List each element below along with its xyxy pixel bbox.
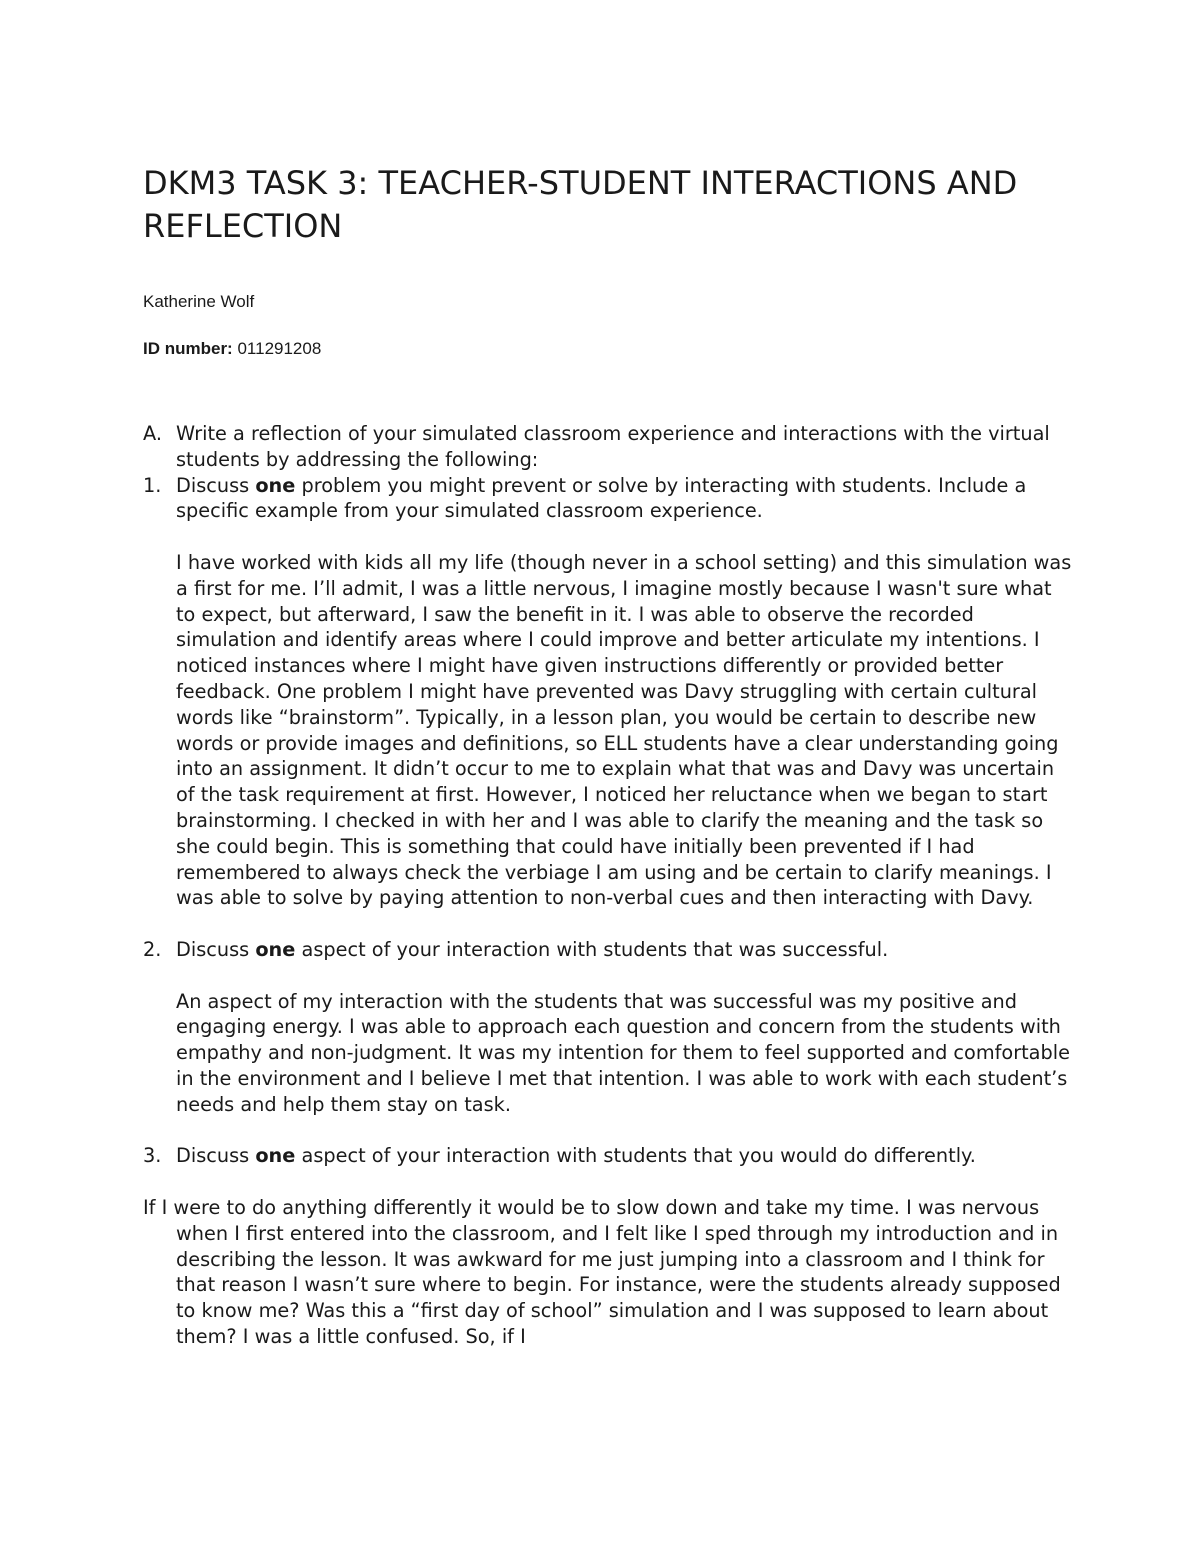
question-1: [143, 473, 1073, 525]
section-a: [143, 421, 1073, 473]
id-value: 011291208: [237, 339, 322, 358]
question-1-pre: Discuss: [176, 473, 250, 497]
document-title: DKM3 TASK 3: TEACHER-STUDENT INTERACTIONS AND REFLECTION: [143, 164, 1018, 245]
answer-2: An aspect of my interaction with the students that was successful was my positive and engaging energy. I was able to approach each question and concern from the students with empathy and non-judgment. It was my intention for them to feel supported and comfortable in the environment and I believe I met that intention. I was able to work with each student’s needs and help them stay on task.: [176, 989, 1070, 1116]
question-1-post: problem you might prevent or solve by interacting with students. Include a specific example from your simulated classroom experience.: [176, 473, 1027, 523]
id-label: ID number:: [143, 339, 233, 358]
spacer: [143, 1169, 1073, 1195]
answer-1: I have worked with kids all my life (though never in a school setting) and this simulation was a first for me. I’ll admit, I was a little nervous, I imagine mostly because I wasn't sure what to expect, but afterward, I saw the benefit in it. I was able to observe the recorded simulation and identify areas where I could improve and better articulate my intentions. I noticed instances where I might have given instructions differently or provided better feedback. One problem I might have prevented was Davy struggling with certain cultural words like “brainstorm”. Typically, in a lesson plan, you would be certain to describe new words or provide images and definitions, so ELL students have a clear understanding going into an assignment. It didn’t occur to me to explain what that was and Davy was uncertain of the task requirement at first. However, I noticed her reluctance when we began to start brainstorming. I checked in with her and I was able to clarify the meaning and the task so she could begin. This is something that could have initially been prevented if I had remembered to always check the verbiage I am using and be certain to clarify meanings. I was able to solve by paying attention to non-verbal cues and then interacting with Davy.: [176, 550, 1072, 910]
question-1-marker: 1.: [143, 473, 162, 497]
spacer: [143, 524, 1073, 550]
answer-3: If I were to do anything differently it would be to slow down and take my time. I was nervous when I first entered into the classroom, and I felt like I sped through my introduction and in describing the lesson. It was awkward for me just jumping into a classroom and I think for that reason I wasn’t sure where to begin. For instance, were the students already supposed to know me? Was this a “first day of school” simulation and I was supposed to learn about them? I was a little confused. So, if I: [143, 1195, 1061, 1348]
spacer: [143, 1118, 1073, 1144]
spacer: [143, 963, 1073, 989]
spacer: [143, 911, 1073, 937]
id-line: [143, 339, 321, 359]
question-3-marker: 3.: [143, 1144, 162, 1168]
question-2-marker: 2.: [143, 937, 162, 961]
question-2: [143, 937, 1073, 963]
author-name: Katherine Wolf: [143, 292, 255, 311]
question-1-emphasis: one: [255, 473, 296, 497]
question-3-emphasis: one: [255, 1144, 296, 1168]
question-3-post: aspect of your interaction with students that you would do differently.: [301, 1144, 976, 1168]
question-2-post: aspect of your interaction with students that was successful.: [301, 937, 889, 961]
section-a-text: Write a reflection of your simulated classroom experience and interactions with the virtual students by addressing the following:: [176, 422, 1050, 471]
section-a-marker: A.: [143, 422, 162, 445]
question-3-pre: Discuss: [176, 1144, 250, 1168]
document-body: [143, 421, 1073, 1350]
question-3: [143, 1143, 1073, 1169]
question-2-pre: Discuss: [176, 937, 250, 961]
question-2-emphasis: one: [255, 937, 296, 961]
